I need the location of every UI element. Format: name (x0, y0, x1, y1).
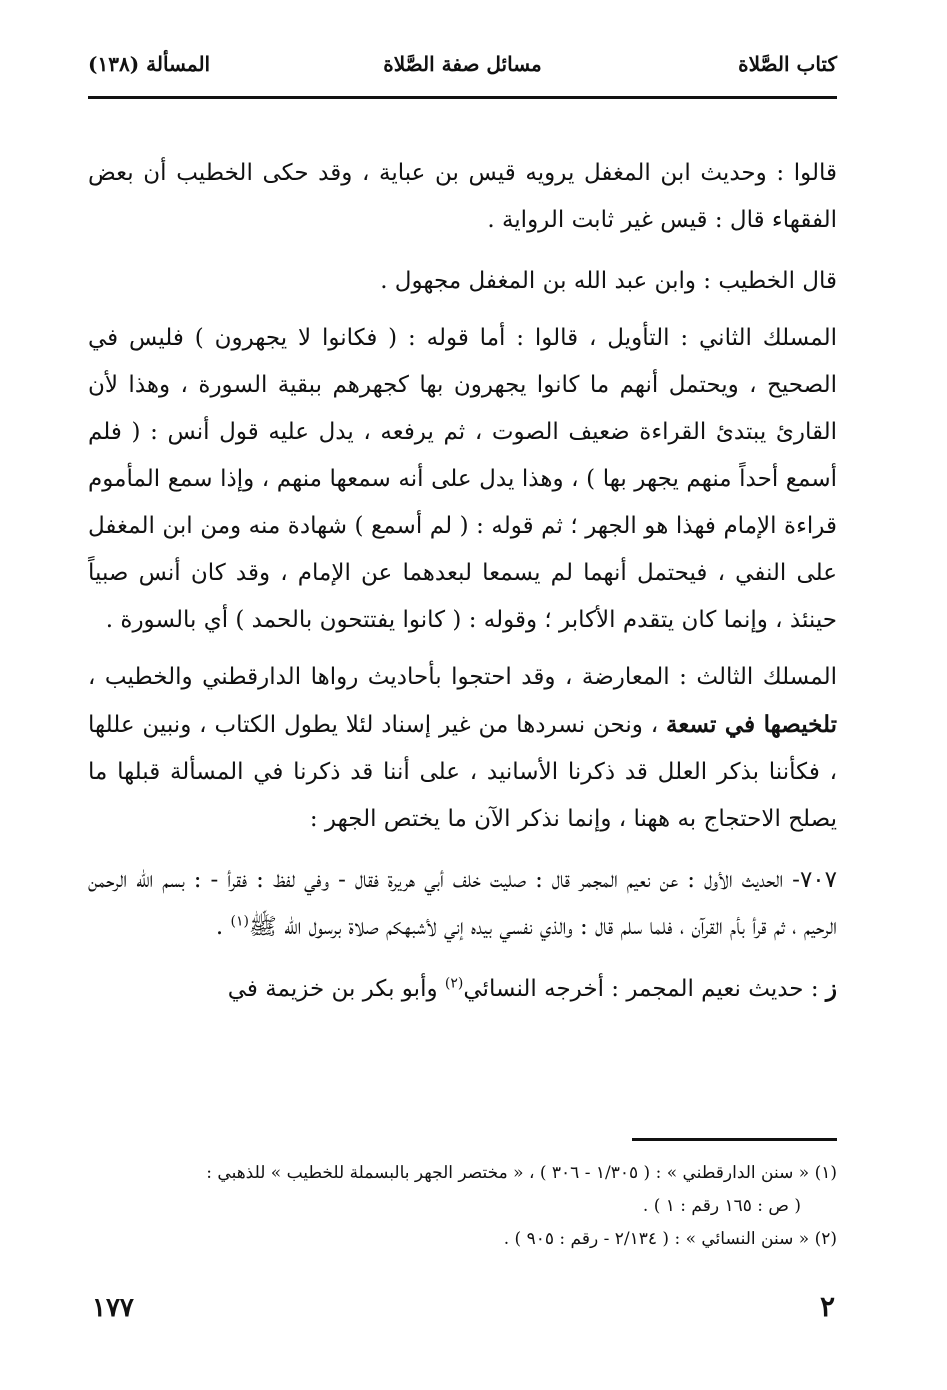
paragraph-4-part-a: المسلك الثالث : المعارضة ، وقد احتجوا بأحاديث رواها الدارقطني والخطيب ، (88, 664, 837, 690)
spacer (88, 244, 837, 258)
footnote-rule (632, 1138, 837, 1141)
footnote-1-line-2: ( ص : ١٦٥ رقم : ١ ) . (642, 1196, 801, 1216)
spacer (88, 644, 837, 654)
footnote-ref-2: (٢) (444, 975, 464, 992)
spacer (88, 305, 837, 315)
paragraph-6-part-b: وأبو بكر بن خزيمة في (227, 976, 445, 1002)
footnote-1-line-1: (١) « سنن الدارقطني » : ( ١/٣٠٥ - ٣٠٦ ) ، « مختصر الجهر بالبسملة للخطيب » للذهبي : (206, 1163, 837, 1183)
paragraph-4-bold: تلخيصها في تسعة (666, 711, 837, 738)
footnotes (88, 1157, 837, 1256)
paragraph-2: قال الخطيب : وابن عبد الله بن المغفل مجهول . (380, 268, 837, 294)
footnote-2: (٢) « سنن النسائي » : ( ٢/١٣٤ - رقم : ٩٠٥ ) . (503, 1229, 837, 1249)
header-chapter-title: مسائل صفة الصَّلاة (383, 52, 542, 76)
paragraph-1: قالوا : وحديث ابن المغفل يرويه قيس بن عباية ، وقد حكى الخطيب أن بعض الفقهاء قال : قيس غير ثابت الرواية . (88, 160, 837, 233)
spacer (88, 843, 837, 857)
paragraph-4-part-b: ، ونحن نسردها من غير إسناد لئلا يطول الكتاب ، ونبين عللها ، فكأننا بذكر العلل قد ذكرنا الأسانيد ، على أننا قد ذكرنا في المسألة قبلها ما يصلح الاحتجاج به ههنا ، وإنما نذكر الآن ما يختص الجهر : (88, 712, 837, 832)
volume-number: ٢ (819, 1290, 835, 1323)
hadith-707-text: ٧٠٧- الحديث الأول : عن نعيم المجمر قال : صليت خلف أبي هريرة فقال - وفي لفظ : فقرأ - : بسم الله الرحمن الرحيم ، ثم قرأ بأم القرآن ، فلما سلم قال : والذي نفسي بيده إني لأشبهكم صلاة برسول الله ﷺ (88, 867, 837, 940)
main-text (88, 150, 837, 1013)
hadith-707-end: . (215, 914, 231, 940)
header-book-title: كتاب الصَّلاة (738, 52, 837, 76)
header-rule (88, 96, 837, 99)
hadith-707 (88, 857, 837, 951)
spacer (88, 951, 837, 965)
section-mark: ز (825, 975, 837, 1002)
paragraph-6-part-a: : حديث نعيم المجمر : أخرجه النسائي (463, 976, 826, 1002)
footnote-ref-1: (١) (230, 913, 250, 930)
paragraph-4 (88, 654, 837, 843)
running-header (88, 52, 837, 88)
paragraph-6 (88, 965, 837, 1013)
paragraph-3: المسلك الثاني : التأويل ، قالوا : أما قوله : ( فكانوا لا يجهرون ) فليس في الصحيح ، ويحتمل أنهم ما كانوا يجهرون بها كجهرهم ببقية السورة ، وهذا لأن القارئ يبتدئ القراءة ضعيف الصوت ، ثم يرفعه ، يدل عليه قول أنس : ( فلم أسمع أحداً منهم يجهر بها ) ، وهذا يدل على أنه سمعها منهم ، وإذا سمع المأموم قراءة الإمام فهذا هو الجهر ؛ ثم قوله : ( لم أسمع ) شهادة منه ومن ابن المغفل على النفي ، فيحتمل أنهما لم يسمعا لبعدهما عن الإمام ، وقد كان أنس صبياً حينئذ ، وإنما كان يتقدم الأكابر ؛ وقوله : ( كانوا يفتتحون بالحمد ) أي بالسورة . (88, 325, 837, 633)
header-issue-number: المسألة (١٣٨) (88, 52, 211, 76)
page-number: ١٧٧ (92, 1293, 134, 1323)
